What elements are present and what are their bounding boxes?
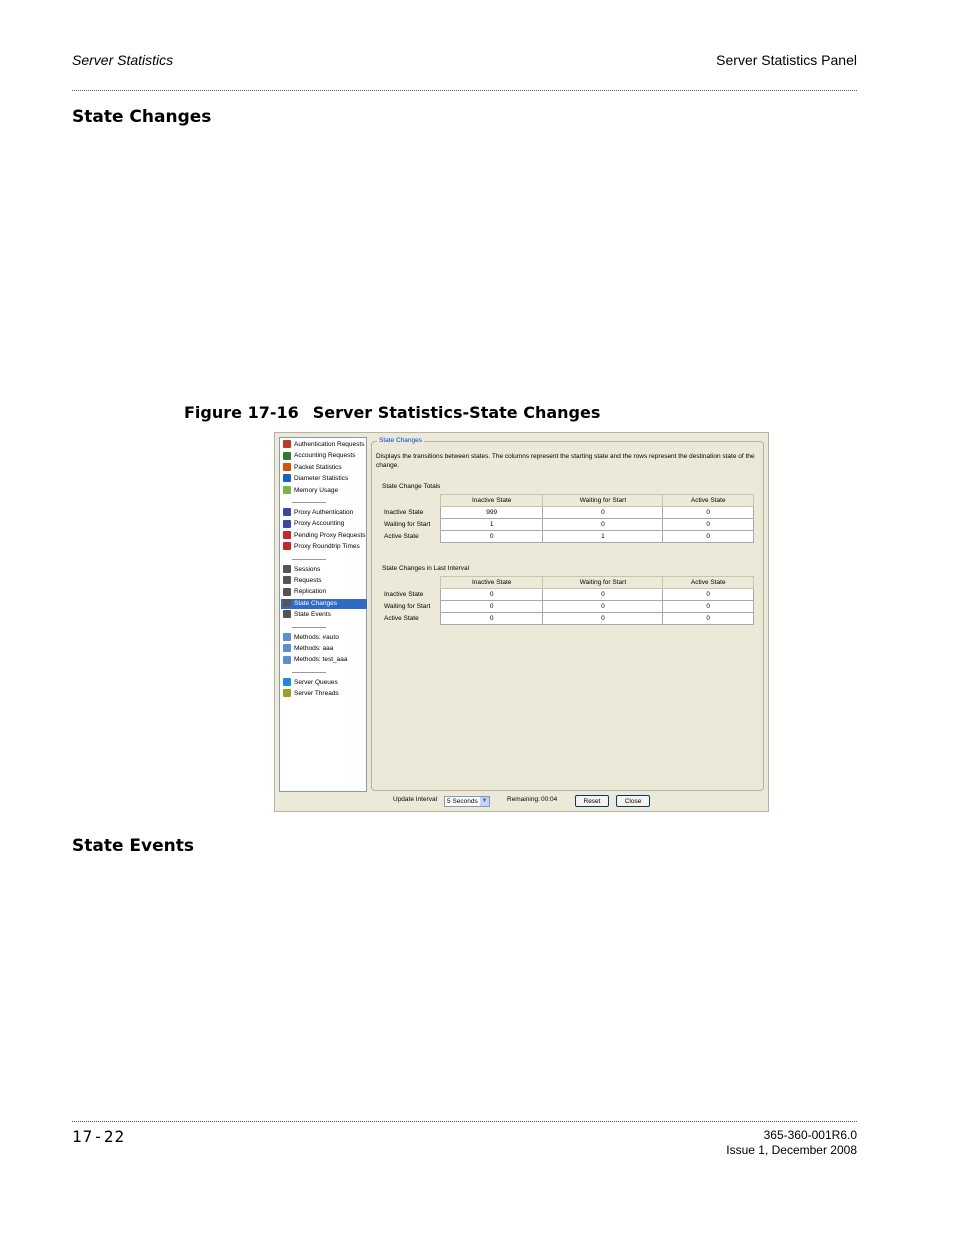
table-row: [380, 601, 754, 613]
nav-item[interactable]: [281, 587, 328, 597]
column-header: Waiting for Start: [543, 495, 663, 507]
interval-table-title: State Changes in Last Interval: [382, 565, 470, 572]
pending-proxy-icon: [283, 531, 291, 539]
nav-item[interactable]: [281, 542, 362, 552]
groupbox-title: State Changes: [379, 437, 423, 444]
nav-item[interactable]: [281, 440, 366, 450]
threads-icon: [283, 689, 291, 697]
table-cell: 0: [441, 601, 543, 613]
nav-item[interactable]: [281, 678, 340, 688]
nav-item-label: Replication: [294, 588, 327, 596]
nav-item[interactable]: [281, 463, 344, 473]
diameter-icon: [283, 474, 291, 482]
remaining-value: 00:04: [541, 796, 558, 803]
accounting-requests-icon: [283, 452, 291, 460]
table-row: [380, 589, 754, 601]
reset-button[interactable]: Reset: [575, 795, 609, 807]
nav-separator: [292, 559, 326, 560]
footer-doc-info: [726, 1128, 857, 1158]
figure-caption: [184, 403, 600, 422]
chevron-down-icon[interactable]: ▼: [481, 798, 488, 804]
table-cell: 0: [543, 519, 663, 531]
section-heading-state-changes: State Changes: [72, 107, 212, 127]
column-header: Inactive State: [441, 495, 543, 507]
table-row: [380, 613, 754, 625]
table-cell: 0: [663, 507, 754, 519]
table-cell: 1: [543, 531, 663, 543]
table-cell: 0: [663, 531, 754, 543]
update-interval-value: 5 Seconds: [447, 798, 478, 805]
table-cell: 0: [663, 613, 754, 625]
nav-item[interactable]: [281, 451, 357, 461]
grid-icon: [283, 576, 291, 584]
row-label: Active State: [384, 615, 419, 622]
row-label: Active State: [384, 533, 419, 540]
grid-icon: [283, 610, 291, 618]
nav-item[interactable]: [281, 655, 349, 665]
section-heading-state-events: State Events: [72, 836, 194, 856]
table-header-row: [380, 577, 754, 589]
totals-table-title: State Change Totals: [382, 483, 441, 490]
footer-rule: [72, 1121, 857, 1122]
proxy-accounting-icon: [283, 520, 291, 528]
nav-item-label: Methods: aaa: [294, 645, 334, 652]
remaining-label: Remaining:: [507, 796, 540, 803]
nav-separator: [292, 672, 326, 673]
statistics-nav-tree[interactable]: [279, 437, 367, 792]
nav-item-label: State Changes: [294, 599, 338, 607]
table-cell: 0: [663, 601, 754, 613]
table-cell: 0: [543, 613, 663, 625]
figure-title: Server Statistics-State Changes: [312, 403, 601, 422]
nav-separator: [292, 502, 326, 503]
table-row: [380, 507, 754, 519]
table-cell: 0: [663, 519, 754, 531]
header-rule: [72, 90, 857, 91]
nav-item[interactable]: [281, 474, 350, 484]
nav-item-label: Proxy Roundtrip Times: [294, 543, 360, 551]
table-row: [380, 531, 754, 543]
server-statistics-window: [274, 432, 769, 812]
nav-item[interactable]: [281, 610, 333, 620]
table-row: [380, 519, 754, 531]
roundtrip-icon: [283, 542, 291, 550]
column-header: Active State: [663, 495, 754, 507]
table-cell: 0: [543, 601, 663, 613]
nav-item[interactable]: [281, 531, 368, 541]
nav-item-label: Diameter Statistics: [294, 475, 349, 483]
grid-icon: [283, 599, 291, 607]
nav-item[interactable]: [281, 486, 340, 496]
column-header: Waiting for Start: [543, 577, 663, 589]
row-label: Inactive State: [384, 591, 424, 598]
nav-item-label: Sessions: [294, 565, 321, 573]
nav-item-label: Server Queues: [294, 678, 338, 686]
doc-number: 365-360-001R6.0: [763, 1128, 857, 1142]
figure-number: Figure 17-16: [184, 403, 299, 422]
table-cell: 0: [441, 589, 543, 601]
table-cell: 0: [441, 613, 543, 625]
table-cell: 1: [441, 519, 543, 531]
nav-item-label: Packet Statistics: [294, 463, 342, 471]
nav-item-label: Authentication Requests: [294, 441, 365, 448]
table-cell: 0: [543, 589, 663, 601]
panel-description: Displays the transitions between states. The columns represent the starting state and the rows represent the destination state of the change.: [376, 453, 755, 469]
grid-icon: [283, 565, 291, 573]
queue-icon: [283, 678, 291, 686]
page-number: 17-22: [72, 1127, 126, 1146]
auth-requests-icon: [283, 440, 291, 448]
state-changes-last-interval-table: [380, 576, 754, 625]
table-cell: 0: [543, 507, 663, 519]
issue-date: Issue 1, December 2008: [726, 1143, 857, 1157]
update-interval-select[interactable]: [444, 796, 490, 807]
nav-item-label: Methods: test_aaa: [294, 656, 348, 664]
table-cell: 999: [441, 507, 543, 519]
table-header-row: [380, 495, 754, 507]
nav-item-label: Proxy Accounting: [294, 520, 345, 528]
method-icon: [283, 656, 291, 664]
row-label: Waiting for Start: [384, 603, 431, 610]
nav-item-label: Methods: #auto: [294, 633, 339, 641]
nav-item-label: State Events: [294, 611, 331, 619]
nav-item[interactable]: [281, 576, 323, 586]
nav-item-label: Accounting Requests: [294, 452, 356, 460]
nav-item-label: Requests: [294, 577, 322, 584]
nav-item[interactable]: [281, 633, 341, 643]
nav-item[interactable]: [281, 519, 346, 529]
clock-icon: [283, 463, 291, 471]
row-label: Inactive State: [384, 509, 424, 516]
nav-separator: [292, 627, 326, 628]
nav-item[interactable]: [281, 644, 335, 654]
memory-icon: [283, 486, 291, 494]
column-header: Inactive State: [441, 577, 543, 589]
column-header: Active State: [663, 577, 754, 589]
row-label: Waiting for Start: [384, 521, 431, 528]
nav-item[interactable]: [281, 508, 355, 518]
nav-item-label: Pending Proxy Requests: [294, 531, 366, 539]
nav-item-label: Memory Usage: [294, 486, 339, 494]
running-header-left: Server Statistics: [72, 52, 174, 68]
update-interval-label: Update Interval: [393, 796, 438, 803]
table-cell: 0: [663, 589, 754, 601]
state-change-totals-table: [380, 494, 754, 543]
nav-item[interactable]: [281, 689, 341, 699]
close-button[interactable]: Close: [616, 795, 650, 807]
running-header-right: Server Statistics Panel: [716, 52, 857, 68]
method-icon: [283, 633, 291, 641]
nav-item[interactable]: [281, 565, 322, 575]
proxy-auth-icon: [283, 508, 291, 516]
grid-icon: [283, 588, 291, 596]
table-cell: 0: [441, 531, 543, 543]
nav-item-label: Proxy Authentication: [294, 509, 354, 516]
method-icon: [283, 644, 291, 652]
nav-item-label: Server Threads: [294, 690, 339, 698]
nav-item[interactable]: [281, 599, 367, 609]
